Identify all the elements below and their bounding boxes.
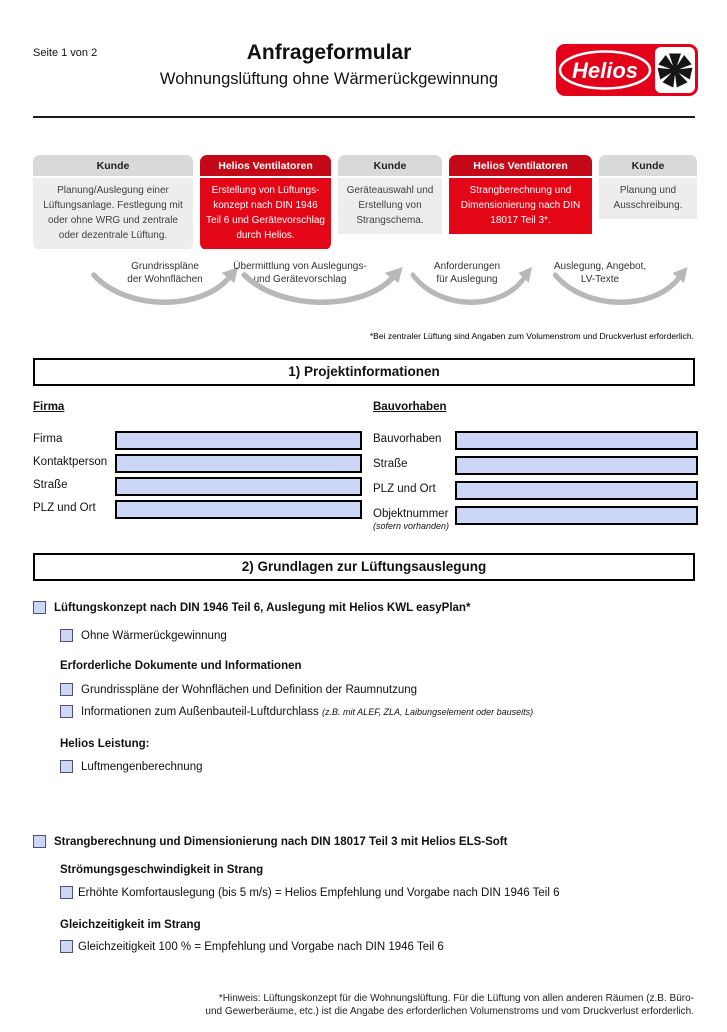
checkbox-row-gleichzeitigkeit	[60, 940, 444, 954]
strangberechnung-label: Strangberechnung und Dimensionierung nach DIN 18017 Teil 3 mit Helios ELS-Soft	[54, 836, 508, 848]
gleichzeitigkeit-checkbox[interactable]	[60, 940, 73, 953]
stroemung-heading: Strömungsgeschwindigkeit in Strang	[60, 864, 264, 876]
flow-box-role: Kunde	[33, 155, 193, 178]
checkbox-row-strangberechnung	[33, 835, 507, 849]
flow-arrow-icon	[550, 267, 692, 313]
komfortauslegung-label: Erhöhte Komfortauslegung (bis 5 m/s) = Helios Empfehlung und Vorgabe nach DIN 1946 Teil 6	[78, 887, 560, 899]
firma-input[interactable]	[115, 431, 362, 450]
aussenbauteil-label	[81, 705, 533, 719]
checkbox-row-grundrissplaene	[60, 683, 417, 697]
strasse-label: Straße	[33, 479, 68, 491]
bauvorhaben-heading: Bauvorhaben	[373, 401, 447, 413]
bv-plz-ort-label: PLZ und Ort	[373, 483, 436, 495]
flow-box-text: Strangberechnung und Dimensionierung nach DIN 18017 Teil 3*.	[449, 178, 592, 234]
flow-box-helios-2	[449, 155, 592, 250]
grundrissplaene-label: Grundrisspläne der Wohnflächen und Definition der Raumnutzung	[81, 684, 418, 696]
lueftungskonzept-label: Lüftungskonzept nach DIN 1946 Teil 6, Auslegung mit Helios KWL easyPlan*	[54, 602, 471, 614]
bauvorhaben-input[interactable]	[455, 431, 698, 450]
flow-box-kunde-1	[33, 155, 193, 250]
flow-box-text: Planung und Ausschreibung.	[599, 178, 697, 219]
kontaktperson-input[interactable]	[115, 454, 362, 473]
page-indicator: Seite 1 von 2	[33, 47, 98, 59]
docs-heading: Erforderliche Dokumente und Informationen	[60, 660, 302, 672]
luftmengenberechnung-label: Luftmengenberechnung	[81, 761, 203, 773]
logo-text: Helios	[571, 58, 639, 83]
arrow-label-line: Übermittlung von Auslegungs-	[233, 261, 367, 272]
aussenbauteil-checkbox[interactable]	[60, 705, 73, 718]
arrow-label-line: Anforderungen	[433, 261, 501, 272]
flow-box-kunde-3	[599, 155, 697, 250]
flow-box-role: Helios Ventilatoren	[200, 155, 331, 178]
section2-header: 2) Grundlagen zur Lüftungsauslegung	[33, 553, 695, 581]
flow-box-role: Helios Ventilatoren	[449, 155, 592, 178]
ohne-wrg-checkbox[interactable]	[60, 629, 73, 642]
footnote-line-2: und Gewerberäume, etc.) ist die Angabe des erforderlichen Volumenstroms und vom Druckverlust erforderlich.	[205, 1006, 694, 1017]
bv-strasse-input[interactable]	[455, 456, 698, 475]
header-divider	[33, 116, 695, 118]
bauvorhaben-label: Bauvorhaben	[373, 433, 442, 445]
bv-plz-ort-input[interactable]	[455, 481, 698, 500]
page-title: Anfrageformular	[246, 41, 412, 64]
objektnummer-note: (sofern vorhanden)	[373, 521, 450, 531]
checkbox-row-luftmengenberechnung	[60, 760, 203, 774]
section1-header: 1) Projektinformationen	[33, 358, 695, 386]
aussenbauteil-text: Informationen zum Außenbauteil-Luftdurchlass	[81, 706, 319, 718]
arrow-label-line: Grundrisspläne	[131, 261, 199, 272]
title-block	[33, 40, 625, 90]
flow-box-helios-1	[200, 155, 331, 250]
checkbox-row-aussenbauteil	[60, 705, 533, 719]
objektnummer-input[interactable]	[455, 506, 698, 525]
gleichzeitigkeit-heading: Gleichzeitigkeit im Strang	[60, 919, 201, 931]
page-footnote	[200, 992, 694, 1018]
helios-logo-icon	[556, 44, 698, 96]
checkbox-row-komfortauslegung	[60, 886, 559, 900]
flow-box-text: Erstellung von Lüftungs-konzept nach DIN 1946 Teil 6 und Gerätevorschlag durch Helios.	[200, 178, 331, 249]
footnote-line-1: *Hinweis: Lüftungskonzept für die Wohnungslüftung. Für die Lüftung von allen anderen Räumen (z.B. Büro-	[218, 993, 694, 1004]
grundrissplaene-checkbox[interactable]	[60, 683, 73, 696]
flow-box-role: Kunde	[599, 155, 697, 178]
gleichzeitigkeit-label: Gleichzeitigkeit 100 % = Empfehlung und Vorgabe nach DIN 1946 Teil 6	[78, 941, 444, 953]
ohne-wrg-label: Ohne Wärmerückgewinnung	[81, 630, 227, 642]
plz-ort-input[interactable]	[115, 500, 362, 519]
checkbox-row-lueftungskonzept	[33, 601, 470, 615]
arrow-label-line: und Gerätevorschlag	[253, 274, 347, 285]
flow-footnote: *Bei zentraler Lüftung sind Angaben zum Volumenstrom und Druckverlust erforderlich.	[369, 331, 694, 341]
lueftungskonzept-checkbox[interactable]	[33, 601, 46, 614]
aussenbauteil-note: (z.B. mit ALEF, ZLA, Laibungselement oder bauseits)	[322, 707, 534, 717]
arrow-label-line: der Wohnflächen	[127, 274, 203, 285]
firma-heading: Firma	[33, 401, 65, 413]
bv-strasse-label: Straße	[373, 458, 408, 470]
arrow-label-line: LV-Texte	[580, 274, 620, 285]
page-subtitle: Wohnungslüftung ohne Wärmerückgewinnung	[159, 70, 499, 88]
kontaktperson-label: Kontaktperson	[33, 456, 108, 468]
flow-box-text: Planung/Auslegung einer Lüftungsanlage. Festlegung mit oder ohne WRG und zentrale oder dezentrale Lüftung.	[33, 178, 193, 249]
flow-box-text: Geräteauswahl und Erstellung von Strangschema.	[338, 178, 442, 234]
komfortauslegung-checkbox[interactable]	[60, 886, 73, 899]
flow-box-kunde-2	[338, 155, 442, 250]
strasse-input[interactable]	[115, 477, 362, 496]
checkbox-row-ohne-wrg	[60, 629, 227, 643]
strangberechnung-checkbox[interactable]	[33, 835, 46, 848]
helios-leistung-heading: Helios Leistung:	[60, 738, 150, 750]
firma-label: Firma	[33, 433, 63, 445]
luftmengenberechnung-checkbox[interactable]	[60, 760, 73, 773]
plz-ort-label: PLZ und Ort	[33, 502, 96, 514]
arrow-label-line: Auslegung, Angebot,	[553, 261, 647, 272]
flow-box-role: Kunde	[338, 155, 442, 178]
arrow-label-line: für Auslegung	[436, 274, 498, 285]
objektnummer-label: Objektnummer	[373, 508, 449, 520]
process-flow	[33, 155, 697, 250]
helios-logo	[556, 44, 698, 96]
